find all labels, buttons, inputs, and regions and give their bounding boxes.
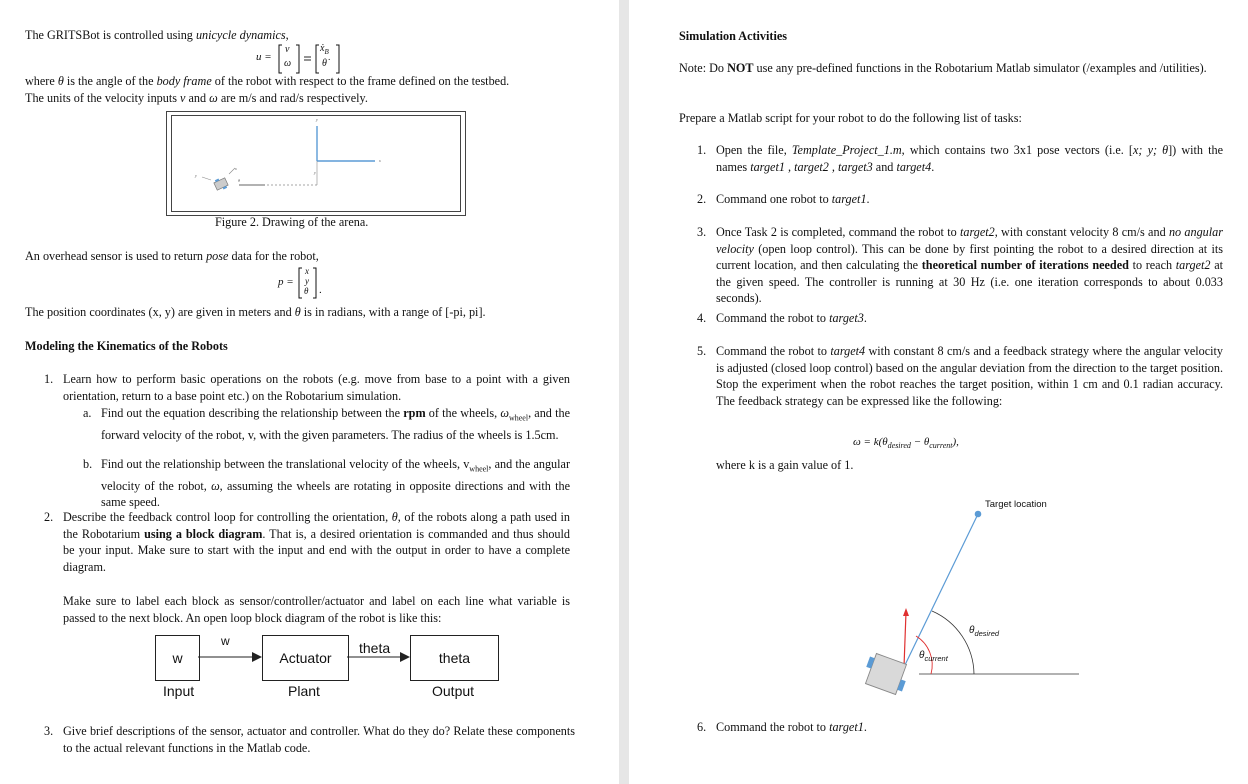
note-text: Note: Do NOT use any pre-defined functions in the Robotarium Matlab simulator (/examples and /utilities). [679, 61, 1207, 75]
modeling-heading: Modeling the Kinematics of the Robots [25, 339, 228, 353]
task1-number: 1. [697, 143, 707, 157]
task6-text: Command the robot to target1. [716, 720, 867, 734]
arrow2-label: theta [359, 640, 391, 656]
arrow1-label: w [221, 634, 230, 648]
item2-number: 2. [44, 510, 54, 524]
arena-label-y: y [314, 170, 316, 175]
arena-drawing [167, 112, 465, 215]
page-gutter [619, 0, 629, 784]
task5-text: Command the robot to target4 with constant 8 cm/s and a feedback strategy where the angular velocity is adjusted (closed loop control) based on the angular deviation from the direction to the target position. Stop the experiment when the robot reaches the target position, within 1 cm and 0.1 radian accuracy. The feedback strategy can be expressed like the following: [716, 344, 1223, 408]
arena-label-yb: y [195, 173, 197, 178]
equation-u: u = v ω ẋ$_B$ θ̇ [256, 44, 376, 74]
task6-number: 6. [697, 720, 707, 734]
gain-text: where k is a gain value of 1. [716, 458, 854, 472]
arrowhead-1 [252, 652, 262, 662]
item2-note: Make sure to label each block as sensor/controller/actuator and label on each line what variable is passed to the next block. An open loop block diagram of the robot is like this: [63, 594, 570, 625]
current-heading-line [904, 612, 906, 667]
arena-robot-yb-axis [202, 177, 211, 180]
actuator-block: Actuator [262, 635, 349, 681]
task3-text: Once Task 2 is completed, command the robot to target2, with constant velocity 8 cm/s and no angular velocity (open loop control). This can be done by first pointing the robot to a desired direction at its current location, and then calculating the theoretical number of iterations needed to reach target2 at the given speed. The controller is running at 30 Hz (i.e. one iteration corresponds to about 0.033 seconds). [716, 225, 1223, 305]
simulation-heading: Simulation Activities [679, 29, 787, 43]
task1-text: Open the file, Template_Project_1.m, which contains two 3x1 pose vectors (i.e. [x; y; θ]) with the names target1 , target2 , target3 and target4. [716, 143, 1223, 174]
sensor-line: An overhead sensor is used to return pose data for the robot, [25, 249, 319, 263]
target-location-point [975, 511, 982, 518]
feedback-drawing [849, 492, 1089, 702]
prepare-text: Prepare a Matlab script for your robot to do the following list of tasks: [679, 111, 1022, 125]
theta-desired-label: $\theta_{desired}$ [969, 625, 1000, 638]
theta-desired-arc [932, 611, 974, 674]
item1b-text: Find out the relationship between the translational velocity of the wheels, $v_{wheel}$, and the angular velocity of the robot, ω, assuming the wheels are rotating in opposite directions and with the same speed. [101, 457, 571, 510]
item1a-number: a. [83, 406, 92, 420]
item1-number: 1. [44, 372, 54, 386]
task4-text: Command the robot to target3. [716, 311, 867, 325]
equation-p: p = x y θ . [278, 266, 338, 300]
position-line: The position coordinates (x, y) are given in meters and θ is in radians, with a range of [-pi, pi]. [25, 305, 486, 319]
intro-line-1: The GRITSBot is controlled using unicycle dynamics, [25, 28, 289, 42]
arrowhead-2 [400, 652, 410, 662]
item2-text: Describe the feedback control loop for controlling the orientation, θ, of the robots along a path used in the Robotarium using a block diagram. That is, a desired orientation is commanded and thus should be your input. Make sure to start with the input and end with the output in order to have a complete diagram. [63, 510, 570, 574]
feedback-figure [849, 492, 1089, 702]
task2-number: 2. [697, 192, 707, 206]
task3-number: 3. [697, 225, 707, 239]
arena-label-theta: θ [238, 178, 240, 183]
feedback-robot [861, 652, 911, 696]
plant-label: Plant [288, 683, 320, 699]
current-heading-arrowhead [903, 608, 909, 616]
item1a-text: Find out the equation describing the relationship between the rpm of the wheels, $\omega_{wheel}$, and the forward velocity of the robot, v, with the given parameters. The radius of the wheels is 1.5cm. [101, 406, 570, 442]
output-label: Output [432, 683, 475, 699]
item1b-number: b. [83, 457, 93, 471]
arena-label-xb: x [235, 166, 237, 171]
arena-robot [213, 176, 229, 192]
item3-text: Give brief descriptions of the sensor, actuator and controller. What do they do? Relate these components to the actual relevant functions in the Matlab code. [63, 724, 575, 755]
task4-number: 4. [697, 311, 707, 325]
item3-number: 3. [44, 724, 54, 738]
theta-current-label: $\theta_{current}$ [919, 650, 948, 663]
feedback-equation: $\omega = k(\theta_{desired} - \theta_{current})$, [853, 436, 959, 451]
task2-text: Command one robot to target1. [716, 192, 870, 206]
arena-figure [166, 111, 466, 216]
right-page [629, 0, 1248, 784]
item1-text: Learn how to perform basic operations on the robots (e.g. move from base to a point with a given orientation, return to a base point etc.) on the Robotarium simulation. [63, 372, 570, 403]
input-block: w [155, 635, 200, 681]
task5-number: 5. [697, 344, 707, 358]
figure2-caption: Figure 2. Drawing of the arena. [215, 215, 369, 229]
output-block: theta [410, 635, 499, 681]
arena-label-yr: y [316, 117, 318, 122]
target-location-label: Target location [985, 499, 1047, 510]
intro-line-3: The units of the velocity inputs v and ω are m/s and rad/s respectively. [25, 91, 368, 105]
input-label: Input [163, 683, 195, 699]
left-page [0, 0, 619, 784]
intro-line-2: where θ is the angle of the body frame of the robot with respect to the frame defined on the testbed. [25, 74, 510, 88]
arena-label-xr: x [379, 158, 381, 163]
